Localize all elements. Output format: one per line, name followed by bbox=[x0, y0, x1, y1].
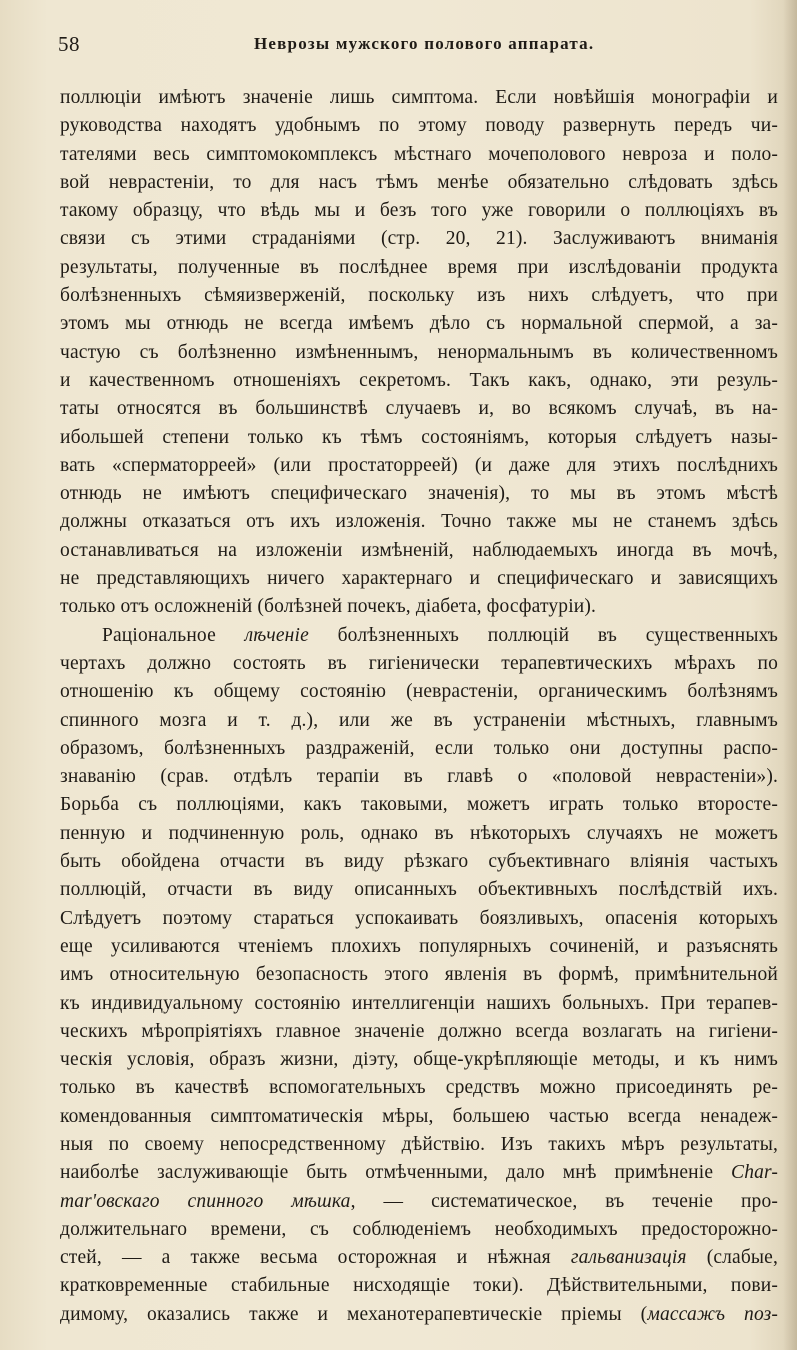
text-line: поллюцій, отчасти въ виду описанныхъ объективныхъ послѣдствій ихъ. bbox=[60, 879, 778, 901]
text-line: образомъ, болѣзненныхъ раздраженій, если только они доступны распо- bbox=[60, 737, 778, 759]
text-line: ныя по своему непосредственному дѣйствію. Изъ такихъ мѣръ результаты, bbox=[60, 1133, 778, 1155]
text-line: останавливаться на изложеніи измѣненій, наблюдаемыхъ иногда въ мочѣ, bbox=[60, 539, 778, 561]
text-line: вать «сперматорреей» (или простаторреей) (и даже для этихъ послѣднихъ bbox=[60, 454, 778, 476]
text-line: должительнаго времени, съ соблюденіемъ необходимыхъ предосторожно- bbox=[60, 1218, 778, 1240]
text-line: таты относятся въ большинствѣ случаевъ и, во всякомъ случаѣ, въ на- bbox=[60, 398, 778, 420]
text-line: руководства находятъ удобнымъ по этому поводу развернуть передъ чи- bbox=[60, 115, 778, 137]
text-line: ибольшей степени только къ тѣмъ состояніямъ, которыя слѣдуетъ назы- bbox=[60, 426, 778, 448]
text-line: спинного мозга и т. д.), или же въ устраненіи мѣстныхъ, главнымъ bbox=[60, 709, 778, 731]
emphasized-term: массажъ поз- bbox=[647, 1303, 778, 1325]
text-line: знаванію (срав. отдѣлъ терапіи въ главѣ о «половой неврастеніи»). bbox=[60, 766, 778, 788]
text-line: частую съ болѣзненно измѣненнымъ, ненормальнымъ въ количественномъ bbox=[60, 341, 778, 363]
text-line: и качественномъ отношеніяхъ секретомъ. Такъ какъ, однако, эти резуль- bbox=[60, 369, 778, 391]
text-line: ческихъ мѣропріятіяхъ главное значеніе должно всегда возлагать на гигіени- bbox=[60, 1020, 778, 1042]
emphasized-term: Char- bbox=[731, 1162, 778, 1184]
text-line: должны отказаться отъ ихъ изложенія. Точно также мы не станемъ здѣсь bbox=[60, 511, 778, 533]
text-line: чертахъ должно состоять въ гигіенически терапевтическихъ мѣрахъ по bbox=[60, 652, 778, 674]
text-line: этомъ мы отнюдь не всегда имѣемъ дѣло съ нормальной спермой, а за- bbox=[60, 313, 778, 335]
paragraph-2 bbox=[60, 622, 778, 1329]
page-number: 58 bbox=[58, 32, 80, 56]
emphasized-term: mar'овскаго спинного мѣшка bbox=[60, 1190, 351, 1212]
emphasized-term: гальванизація bbox=[570, 1247, 687, 1269]
text-line: пенную и подчиненную роль, однако въ нѣкоторыхъ случаяхъ не можетъ bbox=[60, 822, 778, 844]
text-line: только отъ осложненій (болѣзней почекъ, діабета, фосфатуріи). bbox=[60, 596, 597, 618]
emphasized-term: лѣченіе bbox=[244, 624, 309, 646]
text-line: быть обойдена отчасти въ виду рѣзкаго субъективнаго вліянія частыхъ bbox=[60, 851, 778, 873]
text-line: вой неврастеніи, то для насъ тѣмъ менѣе обязательно слѣдовать здѣсь bbox=[60, 171, 778, 193]
body-text bbox=[60, 84, 778, 1329]
text-line: комендованныя симптоматическія мѣры, большею частью всегда ненадеж- bbox=[60, 1105, 778, 1127]
running-head: Неврозы мужского полового аппарата. bbox=[254, 34, 595, 53]
text-line: наиболѣе заслуживающіе быть отмѣченными, дало мнѣ примѣненіе Char- bbox=[60, 1162, 778, 1184]
text-line: Слѣдуетъ поэтому стараться успокаивать боязливыхъ, опасенія которыхъ bbox=[60, 907, 778, 929]
text-line: только въ качествѣ вспомогательныхъ средствъ можно присоединять ре- bbox=[60, 1077, 778, 1099]
text-line: имъ относительную безопасность этого явленія въ формѣ, примѣнительной bbox=[60, 964, 778, 986]
text-line: еще усиливаются чтеніемъ плохихъ популярныхъ сочиненій, и разъяснять bbox=[60, 935, 778, 957]
text-line: къ индивидуальному состоянію интеллигенціи нашихъ больныхъ. При терапев- bbox=[60, 992, 778, 1014]
text-line: Раціональное лѣченіе болѣзненныхъ поллюцій въ существенныхъ bbox=[102, 624, 778, 646]
text-line: ческія условія, образъ жизни, діэту, обще-укрѣпляющіе методы, и къ нимъ bbox=[60, 1049, 778, 1071]
text-line: не представляющихъ ничего характернаго и специфическаго и зависящихъ bbox=[60, 568, 778, 590]
text-line: такому образцу, что вѣдь мы и безъ того уже говорили о поллюціяхъ въ bbox=[60, 200, 778, 222]
text-line: mar'овскаго спинного мѣшка, — систематическое, въ теченіе про- bbox=[60, 1190, 778, 1212]
text-line: отнюдь не имѣютъ специфическаго значенія), то мы въ этомъ мѣстѣ bbox=[60, 483, 778, 505]
page-header bbox=[58, 30, 778, 60]
text-line: тателями весь симптомокомплексъ мѣстнаго мочеполового невроза и поло- bbox=[60, 143, 778, 165]
text-line: димому, оказались также и механотерапевтическіе пріемы (массажъ поз- bbox=[60, 1303, 778, 1325]
text-line: Борьба съ поллюціями, какъ таковыми, можетъ играть только второсте- bbox=[60, 794, 778, 816]
text-line: отношенію къ общему состоянію (неврастеніи, органическимъ болѣзнямъ bbox=[60, 681, 778, 703]
text-line: результаты, полученные въ послѣднее время при изслѣдованіи продукта bbox=[60, 256, 778, 278]
text-line: болѣзненныхъ сѣмяизверженій, поскольку изъ нихъ слѣдуетъ, что при bbox=[60, 285, 778, 307]
paragraph-1 bbox=[60, 84, 778, 622]
page-edge-shadow bbox=[783, 0, 797, 1350]
text-line: кратковременные стабильные нисходящіе токи). Дѣйствительными, пови- bbox=[60, 1275, 778, 1297]
text-line: связи съ этими страданіями (стр. 20, 21). Заслуживаютъ вниманія bbox=[60, 228, 778, 250]
text-line: стей, — а также весьма осторожная и нѣжная гальванизація (слабые, bbox=[60, 1247, 778, 1269]
text-line: поллюціи имѣютъ значеніе лишь симптома. Если новѣйшія монографіи и bbox=[60, 87, 778, 108]
